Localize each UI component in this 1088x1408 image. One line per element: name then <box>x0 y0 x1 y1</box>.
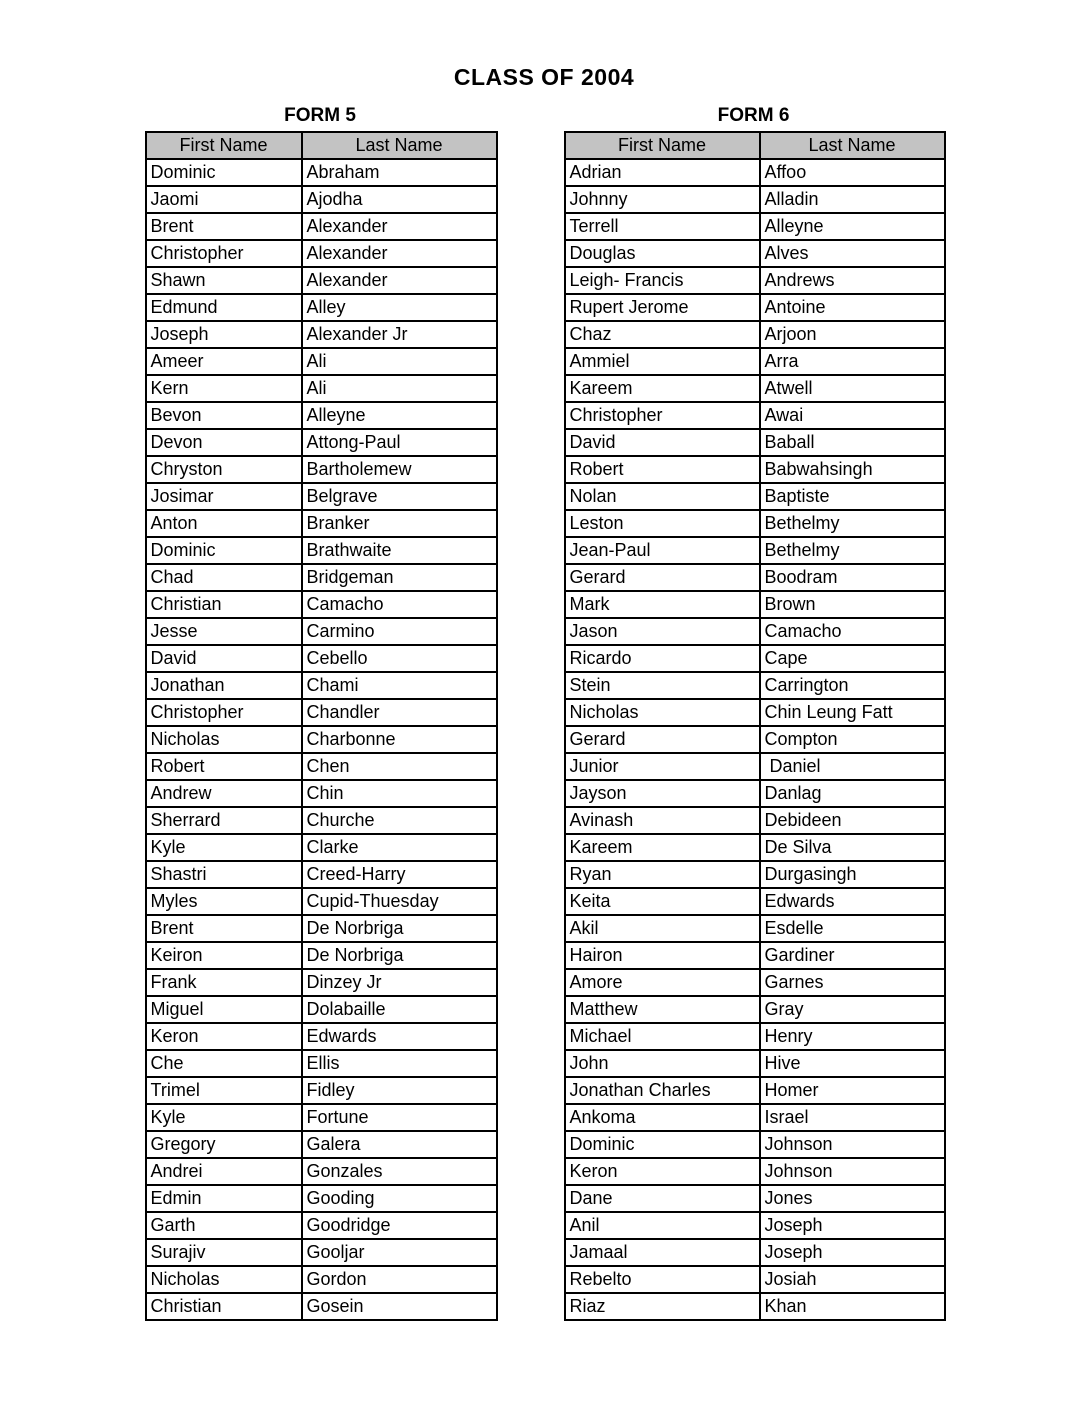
last-name-cell: Camacho <box>302 591 497 618</box>
table-row <box>565 564 945 591</box>
table-row <box>565 213 945 240</box>
table-row <box>146 240 497 267</box>
table-row <box>146 1185 497 1212</box>
first-name-cell: Douglas <box>565 240 760 267</box>
table-row <box>146 564 497 591</box>
last-name-cell: Cape <box>760 645 945 672</box>
first-name-cell: Johnny <box>565 186 760 213</box>
first-name-cell: Avinash <box>565 807 760 834</box>
first-name-cell: John <box>565 1050 760 1077</box>
table-row <box>146 699 497 726</box>
last-name-cell: Joseph <box>760 1239 945 1266</box>
table-row <box>565 375 945 402</box>
table-row <box>146 753 497 780</box>
first-name-cell: Jaomi <box>146 186 302 213</box>
first-name-cell: Terrell <box>565 213 760 240</box>
first-name-cell: Nicholas <box>146 726 302 753</box>
form-6-table <box>564 131 946 1321</box>
first-name-cell: Jesse <box>146 618 302 645</box>
table-row <box>565 726 945 753</box>
last-name-cell: Chin <box>302 780 497 807</box>
last-name-cell: Goodridge <box>302 1212 497 1239</box>
last-name-cell: Hive <box>760 1050 945 1077</box>
table-row <box>146 1050 497 1077</box>
table-row <box>146 861 497 888</box>
last-name-cell: De Silva <box>760 834 945 861</box>
table-row <box>146 348 497 375</box>
first-name-cell: Che <box>146 1050 302 1077</box>
first-name-cell: Adrian <box>565 159 760 186</box>
last-name-cell: Brathwaite <box>302 537 497 564</box>
last-name-cell: Carrington <box>760 672 945 699</box>
last-name-cell: Johnson <box>760 1158 945 1185</box>
last-name-cell: Homer <box>760 1077 945 1104</box>
last-name-cell: Alleyne <box>302 402 497 429</box>
last-name-cell: Affoo <box>760 159 945 186</box>
table-row <box>146 969 497 996</box>
table-row <box>565 321 945 348</box>
first-name-cell: Keron <box>565 1158 760 1185</box>
last-name-cell: Johnson <box>760 1131 945 1158</box>
last-name-cell: Gooding <box>302 1185 497 1212</box>
last-name-cell: Danlag <box>760 780 945 807</box>
first-name-cell: Junior <box>565 753 760 780</box>
last-name-cell: De Norbriga <box>302 942 497 969</box>
table-row <box>565 267 945 294</box>
first-name-cell: Andrew <box>146 780 302 807</box>
table-row <box>146 483 497 510</box>
first-name-cell: Ryan <box>565 861 760 888</box>
first-name-cell: Jonathan Charles <box>565 1077 760 1104</box>
first-name-cell: Garth <box>146 1212 302 1239</box>
last-name-cell: Fidley <box>302 1077 497 1104</box>
last-name-cell: Alexander Jr <box>302 321 497 348</box>
last-name-cell: Gosein <box>302 1293 497 1320</box>
table-row <box>565 834 945 861</box>
first-name-cell: Matthew <box>565 996 760 1023</box>
first-name-cell: Mark <box>565 591 760 618</box>
first-name-cell: Josimar <box>146 483 302 510</box>
first-name-cell: Anton <box>146 510 302 537</box>
header-row <box>565 132 945 159</box>
table-row <box>146 726 497 753</box>
table-row <box>146 537 497 564</box>
form-5-section <box>145 104 496 1321</box>
last-name-cell: Baball <box>760 429 945 456</box>
table-row <box>565 429 945 456</box>
first-name-cell: Kareem <box>565 834 760 861</box>
last-name-cell: Brown <box>760 591 945 618</box>
first-name-cell: Kyle <box>146 1104 302 1131</box>
first-name-cell: Gerard <box>565 564 760 591</box>
first-name-cell: Andrei <box>146 1158 302 1185</box>
table-row <box>146 213 497 240</box>
first-name-cell: Dominic <box>146 537 302 564</box>
table-row <box>146 618 497 645</box>
table-row <box>565 618 945 645</box>
table-row <box>565 807 945 834</box>
table-row <box>565 1158 945 1185</box>
first-name-cell: Jayson <box>565 780 760 807</box>
first-name-cell: Robert <box>146 753 302 780</box>
first-name-cell: Akil <box>565 915 760 942</box>
table-row <box>146 267 497 294</box>
last-name-cell: Daniel <box>760 753 945 780</box>
last-name-cell: Belgrave <box>302 483 497 510</box>
first-name-cell: Frank <box>146 969 302 996</box>
last-name-cell: Clarke <box>302 834 497 861</box>
first-name-cell: Chad <box>146 564 302 591</box>
last-name-cell: Esdelle <box>760 915 945 942</box>
last-name-cell: Baptiste <box>760 483 945 510</box>
table-row <box>146 672 497 699</box>
last-name-cell: Chandler <box>302 699 497 726</box>
first-name-cell: Nicholas <box>565 699 760 726</box>
last-name-cell: Ali <box>302 375 497 402</box>
first-name-cell: Shawn <box>146 267 302 294</box>
last-name-cell: Edwards <box>760 888 945 915</box>
table-row <box>565 888 945 915</box>
first-name-cell: Christian <box>146 591 302 618</box>
table-row <box>146 1293 497 1320</box>
table-row <box>146 996 497 1023</box>
table-row <box>565 996 945 1023</box>
first-name-cell: Trimel <box>146 1077 302 1104</box>
table-row <box>146 429 497 456</box>
table-row <box>565 1023 945 1050</box>
last-name-cell: Cupid-Thuesday <box>302 888 497 915</box>
first-name-column-header: First Name <box>565 132 760 159</box>
first-name-cell: Dominic <box>565 1131 760 1158</box>
last-name-cell: Chin Leung Fatt <box>760 699 945 726</box>
table-row <box>565 591 945 618</box>
last-name-cell: Chami <box>302 672 497 699</box>
table-row <box>565 1239 945 1266</box>
table-row <box>565 753 945 780</box>
first-name-cell: Michael <box>565 1023 760 1050</box>
last-name-cell: Bridgeman <box>302 564 497 591</box>
last-name-cell: Josiah <box>760 1266 945 1293</box>
first-name-cell: Brent <box>146 213 302 240</box>
last-name-cell: Fortune <box>302 1104 497 1131</box>
last-name-cell: Garnes <box>760 969 945 996</box>
table-row <box>565 1131 945 1158</box>
first-name-cell: Keiron <box>146 942 302 969</box>
first-name-cell: Dane <box>565 1185 760 1212</box>
first-name-cell: Gerard <box>565 726 760 753</box>
table-row <box>565 348 945 375</box>
table-row <box>565 861 945 888</box>
last-name-cell: Andrews <box>760 267 945 294</box>
first-name-cell: Shastri <box>146 861 302 888</box>
first-name-cell: Chryston <box>146 456 302 483</box>
last-name-cell: Attong-Paul <box>302 429 497 456</box>
table-row <box>565 969 945 996</box>
table-row <box>565 240 945 267</box>
last-name-cell: Arjoon <box>760 321 945 348</box>
first-name-cell: Leston <box>565 510 760 537</box>
first-name-cell: Riaz <box>565 1293 760 1320</box>
first-name-cell: Ameer <box>146 348 302 375</box>
table-row <box>146 915 497 942</box>
first-name-cell: Christian <box>146 1293 302 1320</box>
first-name-cell: Gregory <box>146 1131 302 1158</box>
last-name-cell: Debideen <box>760 807 945 834</box>
table-row <box>565 699 945 726</box>
first-name-cell: Hairon <box>565 942 760 969</box>
last-name-cell: Bartholemew <box>302 456 497 483</box>
first-name-cell: Nolan <box>565 483 760 510</box>
last-name-cell: Henry <box>760 1023 945 1050</box>
last-name-cell: Antoine <box>760 294 945 321</box>
last-name-cell: Alleyne <box>760 213 945 240</box>
first-name-cell: Jonathan <box>146 672 302 699</box>
last-name-cell: Bethelmy <box>760 510 945 537</box>
table-row <box>565 1185 945 1212</box>
table-row <box>146 375 497 402</box>
last-name-cell: Gardiner <box>760 942 945 969</box>
first-name-cell: Sherrard <box>146 807 302 834</box>
table-row <box>565 1266 945 1293</box>
first-name-cell: Nicholas <box>146 1266 302 1293</box>
table-row <box>146 1212 497 1239</box>
last-name-cell: Alexander <box>302 240 497 267</box>
table-row <box>146 294 497 321</box>
table-row <box>146 159 497 186</box>
first-name-cell: Kyle <box>146 834 302 861</box>
table-row <box>565 402 945 429</box>
last-name-cell: Edwards <box>302 1023 497 1050</box>
last-name-cell: Branker <box>302 510 497 537</box>
table-row <box>146 645 497 672</box>
first-name-cell: Stein <box>565 672 760 699</box>
table-row <box>146 186 497 213</box>
first-name-cell: Keita <box>565 888 760 915</box>
first-name-cell: Kareem <box>565 375 760 402</box>
first-name-cell: Ricardo <box>565 645 760 672</box>
last-name-cell: Charbonne <box>302 726 497 753</box>
last-name-cell: Dinzey Jr <box>302 969 497 996</box>
table-row <box>146 834 497 861</box>
table-row <box>146 1158 497 1185</box>
first-name-cell: Amore <box>565 969 760 996</box>
last-name-cell: Israel <box>760 1104 945 1131</box>
table-row <box>146 1131 497 1158</box>
last-name-cell: Joseph <box>760 1212 945 1239</box>
table-row <box>565 1212 945 1239</box>
first-name-cell: Christopher <box>146 699 302 726</box>
table-row <box>146 402 497 429</box>
last-name-cell: Khan <box>760 1293 945 1320</box>
last-name-cell: Atwell <box>760 375 945 402</box>
last-name-cell: Alladin <box>760 186 945 213</box>
first-name-cell: Edmin <box>146 1185 302 1212</box>
table-row <box>146 591 497 618</box>
table-row <box>565 672 945 699</box>
last-name-cell: Ajodha <box>302 186 497 213</box>
table-row <box>146 807 497 834</box>
last-name-cell: Arra <box>760 348 945 375</box>
form-5-heading: FORM 5 <box>284 105 356 126</box>
last-name-cell: Cebello <box>302 645 497 672</box>
last-name-cell: Alexander <box>302 267 497 294</box>
first-name-cell: Chaz <box>565 321 760 348</box>
first-name-cell: Ammiel <box>565 348 760 375</box>
first-name-cell: Robert <box>565 456 760 483</box>
table-row <box>565 1293 945 1320</box>
last-name-cell: Bethelmy <box>760 537 945 564</box>
table-row <box>565 1077 945 1104</box>
first-name-cell: Devon <box>146 429 302 456</box>
table-row <box>565 537 945 564</box>
last-name-cell: Gray <box>760 996 945 1023</box>
table-row <box>565 780 945 807</box>
first-name-cell: David <box>146 645 302 672</box>
first-name-cell: Edmund <box>146 294 302 321</box>
first-name-cell: Myles <box>146 888 302 915</box>
table-row <box>146 780 497 807</box>
last-name-cell: Gooljar <box>302 1239 497 1266</box>
table-row <box>565 294 945 321</box>
table-row <box>146 888 497 915</box>
table-row <box>565 645 945 672</box>
last-name-cell: Alves <box>760 240 945 267</box>
table-row <box>146 1239 497 1266</box>
last-name-cell: Ali <box>302 348 497 375</box>
table-row <box>565 483 945 510</box>
first-name-cell: Rebelto <box>565 1266 760 1293</box>
first-name-cell: Bevon <box>146 402 302 429</box>
first-name-cell: Anil <box>565 1212 760 1239</box>
table-row <box>565 1104 945 1131</box>
table-row <box>565 510 945 537</box>
table-row <box>565 186 945 213</box>
last-name-cell: Galera <box>302 1131 497 1158</box>
first-name-cell: Christopher <box>146 240 302 267</box>
last-name-column-header: Last Name <box>760 132 945 159</box>
table-row <box>565 1050 945 1077</box>
last-name-cell: Chen <box>302 753 497 780</box>
table-row <box>146 942 497 969</box>
last-name-cell: Babwahsingh <box>760 456 945 483</box>
form-6-section <box>564 104 944 1321</box>
last-name-cell: Ellis <box>302 1050 497 1077</box>
first-name-cell: Jason <box>565 618 760 645</box>
last-name-cell: Compton <box>760 726 945 753</box>
last-name-cell: Gordon <box>302 1266 497 1293</box>
first-name-cell: Brent <box>146 915 302 942</box>
form-5-table <box>145 131 498 1321</box>
first-name-cell: Kern <box>146 375 302 402</box>
form-6-rows <box>565 159 945 1320</box>
table-row <box>565 159 945 186</box>
last-name-cell: Gonzales <box>302 1158 497 1185</box>
last-name-column-header: Last Name <box>302 132 497 159</box>
last-name-cell: Creed-Harry <box>302 861 497 888</box>
first-name-cell: Dominic <box>146 159 302 186</box>
first-name-cell: Keron <box>146 1023 302 1050</box>
tables-row <box>0 104 1088 1321</box>
first-name-cell: Christopher <box>565 402 760 429</box>
first-name-cell: Rupert Jerome <box>565 294 760 321</box>
table-row <box>565 942 945 969</box>
last-name-cell: Alley <box>302 294 497 321</box>
table-row <box>146 510 497 537</box>
last-name-cell: Dolabaille <box>302 996 497 1023</box>
first-name-column-header: First Name <box>146 132 302 159</box>
table-row <box>146 1077 497 1104</box>
last-name-cell: Camacho <box>760 618 945 645</box>
table-row <box>146 321 497 348</box>
first-name-cell: Jean-Paul <box>565 537 760 564</box>
last-name-cell: Awai <box>760 402 945 429</box>
table-row <box>146 1023 497 1050</box>
last-name-cell: Durgasingh <box>760 861 945 888</box>
form-6-heading: FORM 6 <box>717 105 790 126</box>
first-name-cell: Miguel <box>146 996 302 1023</box>
first-name-cell: David <box>565 429 760 456</box>
last-name-cell: Churche <box>302 807 497 834</box>
form-5-rows <box>146 159 497 1320</box>
last-name-cell: De Norbriga <box>302 915 497 942</box>
first-name-cell: Leigh- Francis <box>565 267 760 294</box>
last-name-cell: Jones <box>760 1185 945 1212</box>
first-name-cell: Jamaal <box>565 1239 760 1266</box>
last-name-cell: Boodram <box>760 564 945 591</box>
table-row <box>146 456 497 483</box>
table-row <box>565 915 945 942</box>
header-row <box>146 132 497 159</box>
last-name-cell: Carmino <box>302 618 497 645</box>
table-row <box>146 1104 497 1131</box>
first-name-cell: Surajiv <box>146 1239 302 1266</box>
last-name-cell: Abraham <box>302 159 497 186</box>
table-row <box>146 1266 497 1293</box>
first-name-cell: Ankoma <box>565 1104 760 1131</box>
table-row <box>565 456 945 483</box>
first-name-cell: Joseph <box>146 321 302 348</box>
last-name-cell: Alexander <box>302 213 497 240</box>
page-title: CLASS OF 2004 <box>453 64 635 90</box>
